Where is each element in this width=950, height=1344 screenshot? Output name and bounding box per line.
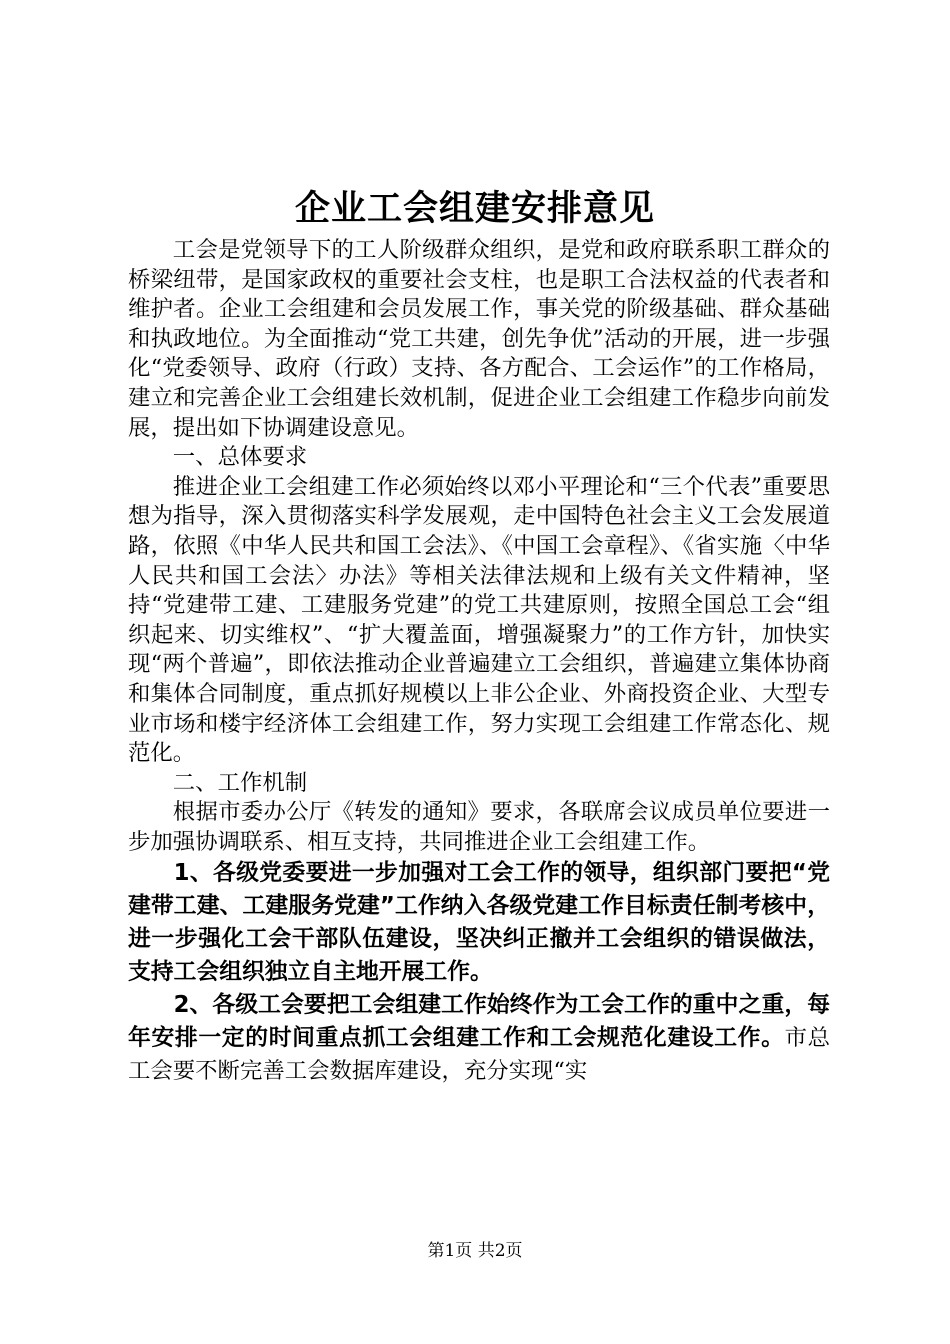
intro-paragraph: 工会是党领导下的工人阶级群众组织，是党和政府联系职工群众的桥梁纽带，是国家政权的重要社会支柱，也是职工合法权益的代表者和维护者。企业工会组建和会员发展工作，事关党的阶级基础、群众基础和执政地位。为全面推动“党工共建，创先争优”活动的开展，进一步强化“党委领导、政府（行政）支持、各方配合、工会运作”的工作格局，建立和完善企业工会组建长效机制，促进企业工会组建工作稳步向前发展，提出如下协调建设意见。 xyxy=(128,237,830,441)
work-mechanism-paragraph: 根据市委办公厅《转发的通知》要求，各联席会议成员单位要进一步加强协调联系、相互支持，共同推进企业工会组建工作。 xyxy=(128,799,830,855)
document-body xyxy=(128,236,830,1088)
item-1-paragraph: 1、各级党委要进一步加强对工会工作的领导，组织部门要把“党建带工建、工建服务党建”工作纳入各级党建工作目标责任制考核中，进一步强化工会干部队伍建设，坚决纠正撤并工会组织的错误做法，支持工会组织独立自主地开展工作。 xyxy=(128,860,830,986)
item-2-tail-text: 市总工会要不断完善工会数据库建设，充分实现“实 xyxy=(128,1025,831,1085)
item-2-bold-text: 2、各级工会要把工会组建工作始终作为工会工作的重中之重，每年安排一定的时间重点抓工会组建工作和工会规范化建设工作。 xyxy=(128,992,830,1052)
item-2-paragraph xyxy=(128,989,830,1088)
section-heading-general-requirements: 一、总体要求 xyxy=(172,444,308,471)
document-title: 企业工会组建安排意见 xyxy=(294,188,655,229)
general-requirements-paragraph: 推进企业工会组建工作必须始终以邓小平理论和“三个代表”重要思想为指导，深入贯彻落实科学发展观，走中国特色社会主义工会发展道路，依照《中华人民共和国工会法》、《中国工会章程》、《省实施〈中华人民共和国工会法〉办法》等相关法律法规和上级有关文件精神，坚持“党建带工建、工建服务党建”的党工共建原则，按照全国总工会“组织起来、切实维权”、“扩大覆盖面，增强凝聚力”的工作方针，加快实现“两个普遍”，即依法推动企业普遍建立工会组织，普遍建立集体协商和集体合同制度，重点抓好规模以上非公企业、外商投资企业、大型专业市场和楼宇经济体工会组建工作，努力实现工会组建工作常态化、规范化。 xyxy=(128,473,830,767)
page-footer: 第1页 共2页 xyxy=(427,1241,523,1261)
section-heading-work-mechanism: 二、工作机制 xyxy=(172,769,308,796)
